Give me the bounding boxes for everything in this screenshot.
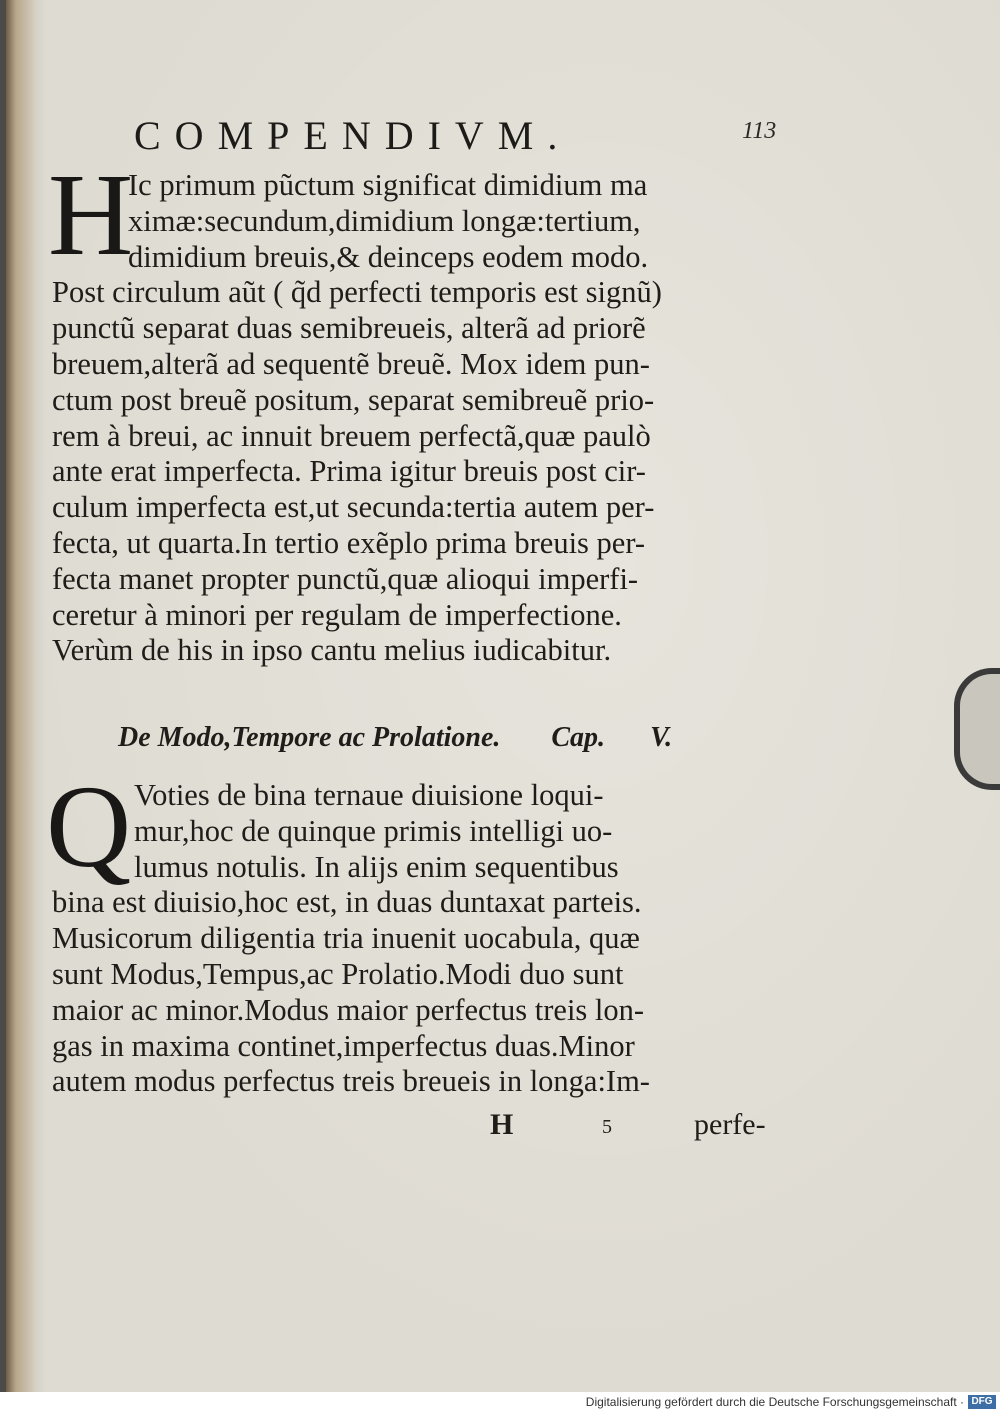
text-line: ceretur à minori per regulam de imperfectione. bbox=[52, 597, 622, 632]
chapter-number: V. bbox=[650, 722, 673, 753]
page-number: 113 bbox=[742, 118, 777, 144]
text-line: ante erat imperfecta. Prima igitur breuis post cir- bbox=[52, 454, 646, 489]
text-line: Musicorum diligentia tria inuenit uocabula, quæ bbox=[52, 921, 640, 956]
text-line: ctum post breuẽ positum, separat semibreuẽ prio- bbox=[52, 382, 655, 417]
text-line: Verùm de his in ipso cantu melius iudicabitur. bbox=[52, 633, 612, 668]
digitization-footer bbox=[0, 1392, 1000, 1415]
text-line: lumus notulis. In alijs enim sequentibus bbox=[134, 849, 619, 884]
text-line: fecta, ut quarta.In tertio exẽplo prima breuis per- bbox=[52, 525, 646, 560]
text-line: ximæ:secundum,dimidium longæ:tertium, bbox=[128, 203, 641, 238]
dfg-logo: DFG bbox=[968, 1395, 996, 1409]
text-line: maior ac minor.Modus maior perfectus treis lon- bbox=[52, 992, 645, 1027]
funding-credit: Digitalisierung gefördert durch die Deutsche Forschungsgemeinschaft · bbox=[585, 1395, 964, 1409]
text-line: Post circulum aũt ( q̃d perfecti temporis est signũ) bbox=[52, 275, 662, 310]
dropcap-h: H bbox=[48, 149, 134, 280]
running-header bbox=[134, 112, 814, 160]
paragraph-2 bbox=[52, 778, 802, 1100]
text-line: mur,hoc de quinque primis intelligi uo- bbox=[134, 813, 613, 848]
chapter-heading bbox=[118, 722, 718, 766]
signature-number: 5 bbox=[602, 1116, 612, 1138]
chapter-title: De Modo,Tempore ac Prolatione. bbox=[118, 722, 501, 753]
signature-mark: H bbox=[490, 1108, 514, 1141]
text-line: autem modus perfectus treis breueis in longa:Im- bbox=[52, 1064, 650, 1099]
text-line: punctũ separat duas semibreueis, alterã ad priorẽ bbox=[52, 311, 646, 346]
header-title: COMPENDIVM. bbox=[134, 113, 572, 158]
text-line: sunt Modus,Tempus,ac Prolatio.Modi duo sunt bbox=[52, 956, 624, 991]
book-spine bbox=[6, 0, 34, 1392]
text-line: bina est diuisio,hoc est, in duas duntaxat parteis. bbox=[52, 885, 642, 920]
chapter-label: Cap. bbox=[551, 722, 606, 753]
text-line: gas in maxima continet,imperfectus duas.Minor bbox=[52, 1028, 635, 1063]
text-line: fecta manet propter punctũ,quæ alioqui imperfi- bbox=[52, 561, 639, 596]
text-line: Voties de bina ternaue diuisione loqui- bbox=[134, 778, 604, 812]
text-line: culum imperfecta est,ut secunda:tertia autem per- bbox=[52, 490, 655, 525]
catchword: perfe- bbox=[694, 1108, 766, 1141]
text-line: rem à breui, ac innuit breuem perfectã,quæ paulò bbox=[52, 418, 651, 453]
paragraph-1 bbox=[52, 168, 802, 669]
book-page bbox=[6, 0, 1000, 1392]
text-line: breuem,alterã ad sequentẽ breuẽ. Mox idem pun- bbox=[52, 346, 650, 381]
dropcap-q: Q bbox=[46, 761, 132, 892]
page-clip bbox=[954, 668, 1000, 790]
text-line: Ic primum pũctum significat dimidium ma bbox=[128, 168, 648, 202]
text-line: dimidium breuis,& deinceps eodem modo. bbox=[128, 239, 649, 274]
